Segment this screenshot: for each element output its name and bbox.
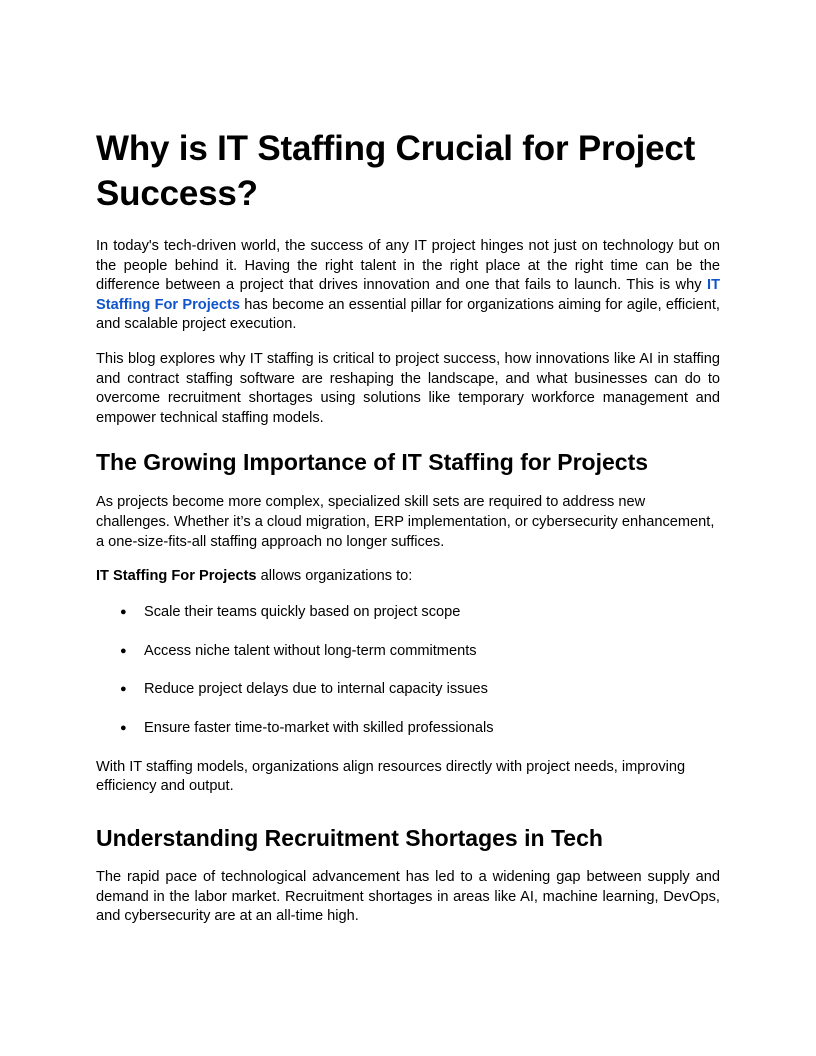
list-item: [96, 680, 720, 700]
list-item: [96, 642, 720, 662]
bullet-icon: ●: [120, 683, 127, 696]
section2-paragraph: The rapid pace of technological advancement has led to a widening gap between supply and demand in the labor market. Recruitment shortages in areas like AI, machine learning, DevOps, and cybersecurity are at an all-time high.: [96, 869, 720, 925]
section1-lead: [96, 567, 720, 587]
section1-lead-rest: allows organizations to:: [256, 568, 413, 585]
bullet-icon: ●: [120, 605, 127, 618]
benefits-list: [96, 603, 720, 739]
section1-closing: With IT staffing models, organizations align resources directly with project needs, improving efficiency and output.: [96, 758, 686, 795]
document-content: [96, 126, 720, 927]
bullet-icon: ●: [120, 722, 127, 735]
intro-text-after-link: has become an essential pillar for organizations aiming for agile, efficient, and scalable project execution.: [96, 296, 720, 333]
article-title: Why is IT Staffing Crucial for Project Success?: [96, 129, 696, 213]
section-heading-shortages: Understanding Recruitment Shortages in Tech: [96, 825, 603, 852]
list-item-text: Ensure faster time-to-market with skilled professionals: [144, 720, 494, 737]
section-heading-importance: The Growing Importance of IT Staffing for Projects: [96, 449, 649, 476]
section1-lead-bold: IT Staffing For Projects: [96, 568, 257, 585]
list-item-text: Scale their teams quickly based on project scope: [144, 603, 461, 620]
bullet-icon: ●: [120, 644, 127, 657]
it-staffing-link[interactable]: IT Staffing For Projects: [96, 277, 720, 313]
list-item-text: Reduce project delays due to internal capacity issues: [144, 681, 488, 698]
list-item: [96, 719, 720, 739]
list-item: [96, 603, 720, 623]
intro-text-before-link: In today's tech-driven world, the success of any IT project hinges not just on technology but on the people behind it. Having the right talent in the right place at the right time can be the difference between a project that drives innovation and one that fails to launch. This is why: [96, 238, 720, 294]
overview-paragraph: This blog explores why IT staffing is critical to project success, how innovations like AI in staffing and contract staffing software are reshaping the landscape, and what businesses can do to overcome recruitment shortages using solutions like temporary workforce management and empower technical staffing models.: [96, 350, 720, 426]
intro-paragraph: [96, 237, 720, 335]
list-item-text: Access niche talent without long-term commitments: [144, 642, 477, 659]
section1-paragraph: As projects become more complex, specialized skill sets are required to address new challenges. Whether it’s a cloud migration, ERP implementation, or cybersecurity enhancement, a one-size-fits-all staffing approach no longer suffices.: [96, 494, 715, 550]
